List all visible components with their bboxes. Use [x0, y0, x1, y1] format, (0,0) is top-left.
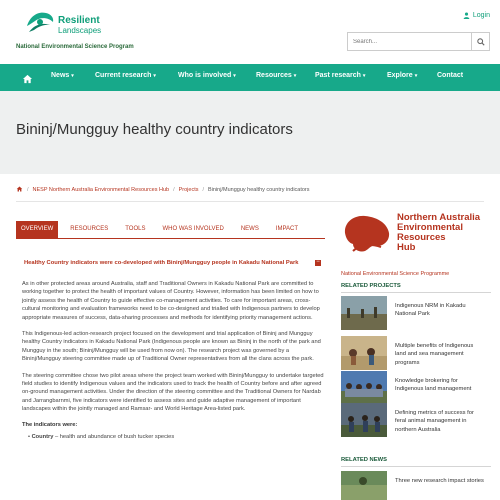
- nav-current-research-label: Current research: [95, 72, 152, 79]
- related-news-title: Three new research impact stories: [395, 478, 484, 484]
- nav-explore[interactable]: [387, 72, 417, 79]
- indicators-heading: The indicators were:: [22, 421, 78, 428]
- nav-resources[interactable]: [256, 72, 296, 79]
- related-project-title: Multiple benefits of Indigenous land and sea management programs: [395, 343, 474, 366]
- breadcrumb-separator: /: [202, 187, 205, 193]
- hub-name-line: Environmental: [397, 222, 463, 233]
- related-news-item[interactable]: [341, 471, 491, 500]
- site-header: [0, 0, 500, 64]
- related-project-item[interactable]: [341, 296, 491, 336]
- tab-tools[interactable]: TOOLS: [125, 226, 146, 232]
- project-thumbnail: [341, 403, 387, 437]
- related-news-heading: RELATED NEWS: [341, 457, 387, 463]
- search-input[interactable]: [348, 33, 471, 50]
- search-button[interactable]: [471, 33, 489, 50]
- news-thumbnail: [341, 471, 387, 500]
- hub-logo[interactable]: [341, 211, 491, 277]
- logo-subtitle: Landscapes: [58, 26, 102, 35]
- tab-impact[interactable]: IMPACT: [275, 226, 299, 232]
- nav-news-label: News: [51, 72, 70, 79]
- chevron-down-icon: ▾: [362, 73, 366, 79]
- collapse-icon[interactable]: −: [316, 259, 320, 265]
- related-project-item[interactable]: [341, 336, 491, 376]
- project-thumbnail: [341, 371, 387, 405]
- hub-program: National Environmental Science Programme: [341, 271, 450, 277]
- project-thumbnail: [341, 296, 387, 330]
- tab-news[interactable]: NEWS: [240, 226, 259, 232]
- chevron-down-icon: ▾: [293, 73, 297, 79]
- page-title: Bininj/Mungguy healthy country indicators: [16, 121, 293, 138]
- breadcrumb-separator: /: [173, 187, 175, 193]
- program-label: National Environmental Science Program: [16, 44, 134, 50]
- nav-home[interactable]: [22, 71, 33, 89]
- breadcrumb-hub[interactable]: NESP Northern Australia Environmental Resources Hub: [32, 187, 170, 193]
- nav-current-research[interactable]: [95, 72, 156, 79]
- sidebar-divider: [341, 292, 491, 293]
- breadcrumb-separator: /: [27, 187, 29, 193]
- logo-title: Resilient: [58, 15, 100, 26]
- breadcrumb-current: Bininj/Mungguy healthy country indicators: [208, 187, 310, 193]
- nav-contact-label: Contact: [437, 72, 464, 79]
- indicator-list-item: • Country – health and abundance of bush tucker species: [28, 433, 175, 440]
- main-nav: [0, 64, 500, 91]
- resilient-landscapes-logo-icon: [24, 8, 56, 38]
- project-thumbnail: [341, 336, 387, 370]
- overview-heading: Healthy Country indicators were co-developed with Bininj/Mungguy people in Kakadu National Park: [24, 260, 299, 266]
- chevron-down-icon: ▾: [414, 73, 418, 79]
- overview-paragraph: This Indigenous-led action-research project focused on the development and trial application of Bininj and Mungguy healthy Country indicators in Kakadu National Park (Indigenous people are known as Bininj in the north of the park and Mungguy in the south; Bininj/Mungguy will be used from now on). The research project was governed by a Bininj/Mungguy steering committee made up of Traditional Owner representatives from all the clans across the park.: [22, 331, 321, 363]
- home-icon: [16, 186, 23, 192]
- chevron-down-icon: ▾: [71, 73, 74, 79]
- nav-who-is-involved[interactable]: [178, 72, 236, 79]
- hub-name-line: Northern Australia: [397, 212, 481, 223]
- related-project-title: Knowledge brokering for Indigenous land management: [395, 378, 472, 393]
- nav-resources-label: Resources: [256, 72, 292, 79]
- search-box: [347, 32, 490, 51]
- hub-name-line: Resources: [397, 232, 446, 243]
- related-project-title: Defining metrics of success for feral animal management in northern Australia: [395, 410, 474, 433]
- nav-contact[interactable]: [437, 72, 463, 79]
- related-project-title: Indigenous NRM in Kakadu National Park: [395, 303, 466, 318]
- indicator-term: Country: [31, 433, 54, 440]
- hub-name-line: Hub: [397, 242, 416, 253]
- breadcrumb: [16, 186, 310, 194]
- breadcrumb-projects[interactable]: Projects: [178, 187, 199, 193]
- home-icon: [22, 74, 33, 84]
- overview-body: [16, 280, 325, 440]
- related-projects-heading: RELATED PROJECTS: [341, 283, 401, 289]
- login-link[interactable]: [463, 12, 490, 19]
- overview-accordion-header[interactable]: [16, 256, 325, 278]
- hub-logo-icon: [341, 211, 393, 257]
- login-label: Login: [472, 12, 490, 19]
- nav-past-research-label: Past research: [315, 72, 361, 79]
- tab-resources[interactable]: RESOURCES: [70, 226, 109, 232]
- nav-past-research[interactable]: [315, 72, 365, 79]
- search-icon: [477, 38, 485, 46]
- breadcrumb-divider: [16, 201, 484, 202]
- chevron-down-icon: ▾: [153, 73, 156, 79]
- tab-overview[interactable]: OVERVIEW: [16, 221, 58, 238]
- tab-who-was-involved[interactable]: WHO WAS INVOLVED: [162, 226, 224, 232]
- indicator-text: – health and abundance of bush tucker species: [53, 433, 175, 440]
- tabs-divider: [16, 238, 325, 239]
- project-tabs: [16, 221, 310, 238]
- user-icon: [463, 12, 470, 19]
- related-project-item[interactable]: [341, 403, 491, 443]
- sidebar-divider: [341, 466, 491, 467]
- overview-paragraph: The steering committee chose two pilot areas where the project team worked with Bininj/Mungguy to undertake targeted field studies to identify Indigenous values and the indicators used to track the health of Country before and after agreed on-ground management activities. Under the direction of the steering committee and the Traditional Owners for Nardab and Jarrangbarnmi, five indicators were identified to assess sites and guide adaptive management of important landscapes within the jointly managed and Ramsar- and World Heritage Area-listed park.: [22, 372, 324, 413]
- breadcrumb-home[interactable]: [16, 186, 23, 194]
- nav-news[interactable]: [51, 72, 74, 79]
- nav-who-is-involved-label: Who is involved: [178, 72, 232, 79]
- overview-paragraph: As in other protected areas around Australia, staff and Traditional Owners in Kakadu National Park are committed to working together to protect the health of important values of Country. However, information has been limited on how to jointly assess the health of Country to guide effective co-management activities. To care for important areas, cross-cultural monitoring and evaluation frameworks need to be co-designed and trialled with Indigenous partners to develop appropriate measures of success, data-sharing processes and methods for identifying priority management actions.: [22, 281, 320, 321]
- chevron-down-icon: ▾: [233, 73, 236, 79]
- nav-explore-label: Explore: [387, 72, 413, 79]
